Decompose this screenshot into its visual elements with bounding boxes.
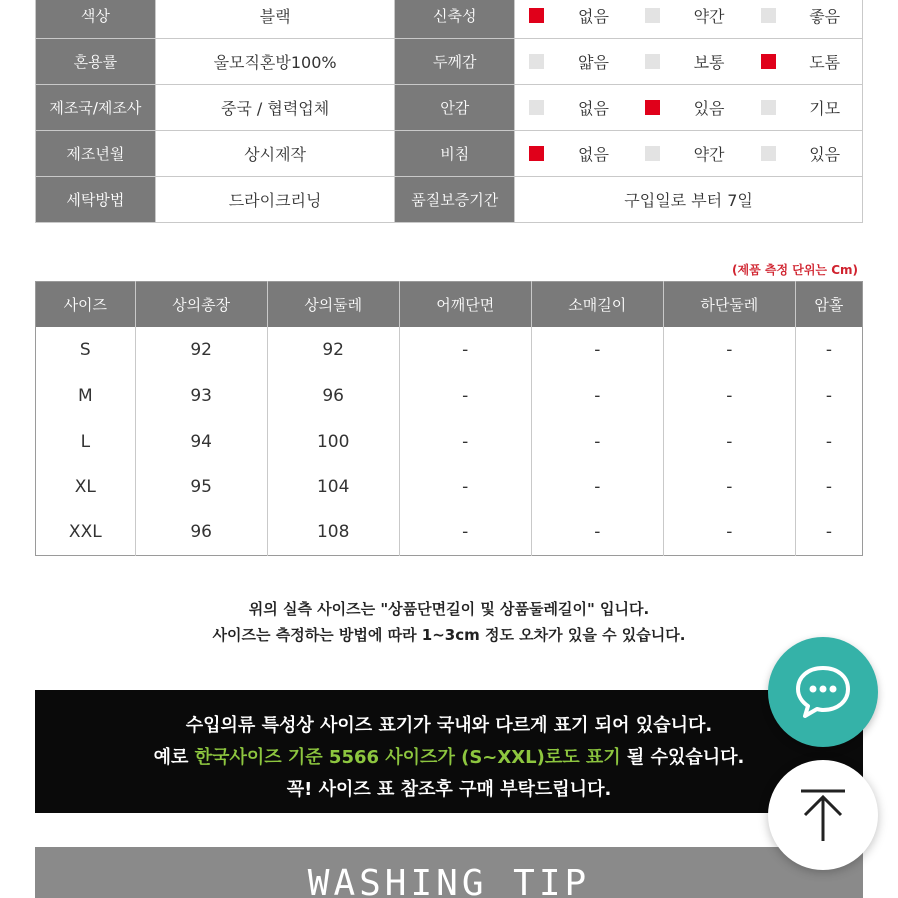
info-row [36, 85, 863, 131]
unchecked-box-icon [645, 8, 660, 23]
size-cell: 92 [267, 327, 399, 374]
unchecked-box-icon [761, 8, 776, 23]
size-cell: - [399, 464, 531, 509]
option-label: 보통 [693, 53, 725, 72]
attr-option [746, 4, 862, 27]
checked-box-icon [529, 8, 544, 23]
attr-label: 두께감 [395, 39, 515, 85]
notice-line-2: 사이즈는 측정하는 방법에 따라 1~3cm 정도 오차가 있을 수 있습니다. [212, 626, 686, 644]
size-cell: 93 [135, 374, 267, 419]
size-cell: - [663, 327, 795, 374]
size-cell: - [663, 510, 795, 555]
scroll-top-button[interactable] [768, 760, 878, 870]
size-cell: XL [36, 464, 136, 509]
size-cell: - [399, 419, 531, 464]
option-label: 있음 [809, 145, 841, 164]
info-label: 세탁방법 [36, 177, 156, 223]
info-row [36, 177, 863, 223]
size-cell: - [825, 431, 832, 452]
attr-option [515, 142, 631, 165]
info-row [36, 39, 863, 85]
attr-option [631, 96, 747, 119]
option-label: 얇음 [577, 53, 609, 72]
attr-label: 비침 [395, 131, 515, 177]
option-label: 기모 [809, 99, 841, 118]
info-label: 혼용률 [36, 39, 156, 85]
size-cell: 92 [135, 327, 267, 374]
size-cell: - [663, 464, 795, 509]
size-cell: - [825, 476, 832, 497]
attr-option [515, 96, 631, 119]
info-value: 상시제작 [155, 131, 395, 177]
option-label: 있음 [693, 99, 725, 118]
size-cell: 95 [135, 464, 267, 509]
checked-box-icon [645, 100, 660, 115]
option-label: 약간 [693, 7, 725, 26]
attr-option [746, 50, 862, 73]
size-cell: 108 [267, 510, 399, 555]
size-row [36, 419, 863, 464]
warning-line-1: 수입의류 특성상 사이즈 표기가 국내와 다르게 표기 되어 있습니다. [185, 715, 713, 736]
attr-options [515, 39, 863, 85]
size-table [35, 281, 863, 556]
option-label: 없음 [577, 145, 609, 164]
size-cell: 100 [267, 419, 399, 464]
attr-option [631, 50, 747, 73]
unchecked-box-icon [761, 146, 776, 161]
unchecked-box-icon [529, 54, 544, 69]
size-cell: L [36, 419, 136, 464]
info-value: 울모직혼방100% [155, 39, 395, 85]
unchecked-box-icon [761, 100, 776, 115]
option-label: 없음 [577, 7, 609, 26]
attr-option [746, 142, 862, 165]
size-warning-box [35, 690, 863, 813]
size-cell: - [399, 510, 531, 555]
info-label: 제조국/제조사 [36, 85, 156, 131]
option-label: 없음 [577, 99, 609, 118]
info-label: 제조년월 [36, 131, 156, 177]
option-label: 좋음 [809, 7, 841, 26]
size-row [36, 374, 863, 419]
unchecked-box-icon [529, 100, 544, 115]
chat-button[interactable] [768, 637, 878, 747]
size-cell: - [663, 374, 795, 419]
info-row [36, 0, 863, 39]
washing-tip-banner: WASHING TIP [35, 847, 863, 898]
arrow-up-icon [797, 787, 849, 843]
size-column-header: 어깨단면 [399, 282, 531, 327]
attr-label: 신축성 [395, 0, 515, 39]
size-cell: - [825, 340, 832, 360]
chat-bubble-icon [793, 664, 853, 720]
size-column-header: 소매길이 [531, 282, 663, 327]
size-cell: M [36, 374, 136, 419]
checked-box-icon [761, 54, 776, 69]
option-label: 도톰 [809, 53, 841, 72]
size-row [36, 327, 863, 374]
size-cell: 96 [267, 374, 399, 419]
warning-line-2: 예로 한국사이즈 기준 5566 사이즈가 (S~XXL)로도 표기 될 수있습니다. [153, 747, 745, 768]
warning-line-3: 꼭! 사이즈 표 참조후 구매 부탁드립니다. [286, 779, 612, 800]
attr-options [515, 85, 863, 131]
size-cell: - [531, 419, 663, 464]
attr-option [631, 142, 747, 165]
attr-label: 안감 [395, 85, 515, 131]
attr-option [746, 96, 862, 119]
unit-note: (제품 측정 단위는 Cm) [732, 263, 858, 277]
size-column-header: 사이즈 [36, 282, 136, 327]
size-cell: - [531, 464, 663, 509]
option-label: 약간 [693, 145, 725, 164]
size-column-header: 하단둘레 [663, 282, 795, 327]
size-column-header: 상의둘레 [267, 282, 399, 327]
size-row [36, 464, 863, 509]
checked-box-icon [529, 146, 544, 161]
info-value: 블랙 [155, 0, 395, 39]
size-cell: - [531, 327, 663, 374]
size-column-header: 암홀 [795, 282, 862, 327]
notice-line-1: 위의 실측 사이즈는 "상품단면길이 및 상품둘레길이" 입니다. [248, 600, 650, 618]
info-label: 색상 [36, 0, 156, 39]
size-cell: - [663, 419, 795, 464]
attr-option [515, 50, 631, 73]
info-row [36, 131, 863, 177]
size-cell: 104 [267, 464, 399, 509]
size-cell: - [399, 374, 531, 419]
size-row [36, 510, 863, 555]
warranty-value: 구입일로 부터 7일 [515, 177, 863, 223]
size-cell: S [36, 327, 136, 374]
attr-option [515, 4, 631, 27]
info-value: 드라이크리닝 [155, 177, 395, 223]
attr-options [515, 131, 863, 177]
size-cell: - [825, 386, 832, 407]
size-cell: - [531, 510, 663, 555]
size-cell: 94 [135, 419, 267, 464]
info-value: 중국 / 협력업체 [155, 85, 395, 131]
size-cell: 96 [135, 510, 267, 555]
attr-label: 품질보증기간 [395, 177, 515, 223]
size-cell: - [531, 374, 663, 419]
size-cell: - [399, 327, 531, 374]
unchecked-box-icon [645, 146, 660, 161]
size-column-header: 상의총장 [135, 282, 267, 327]
warning-highlight: 한국사이즈 기준 5566 사이즈가 (S~XXL)로도 표기 [194, 747, 621, 768]
attr-option [631, 4, 747, 27]
attr-options [515, 0, 863, 39]
size-cell: - [825, 522, 832, 543]
product-info-table [35, 0, 863, 223]
size-cell: XXL [36, 510, 136, 555]
unchecked-box-icon [645, 54, 660, 69]
